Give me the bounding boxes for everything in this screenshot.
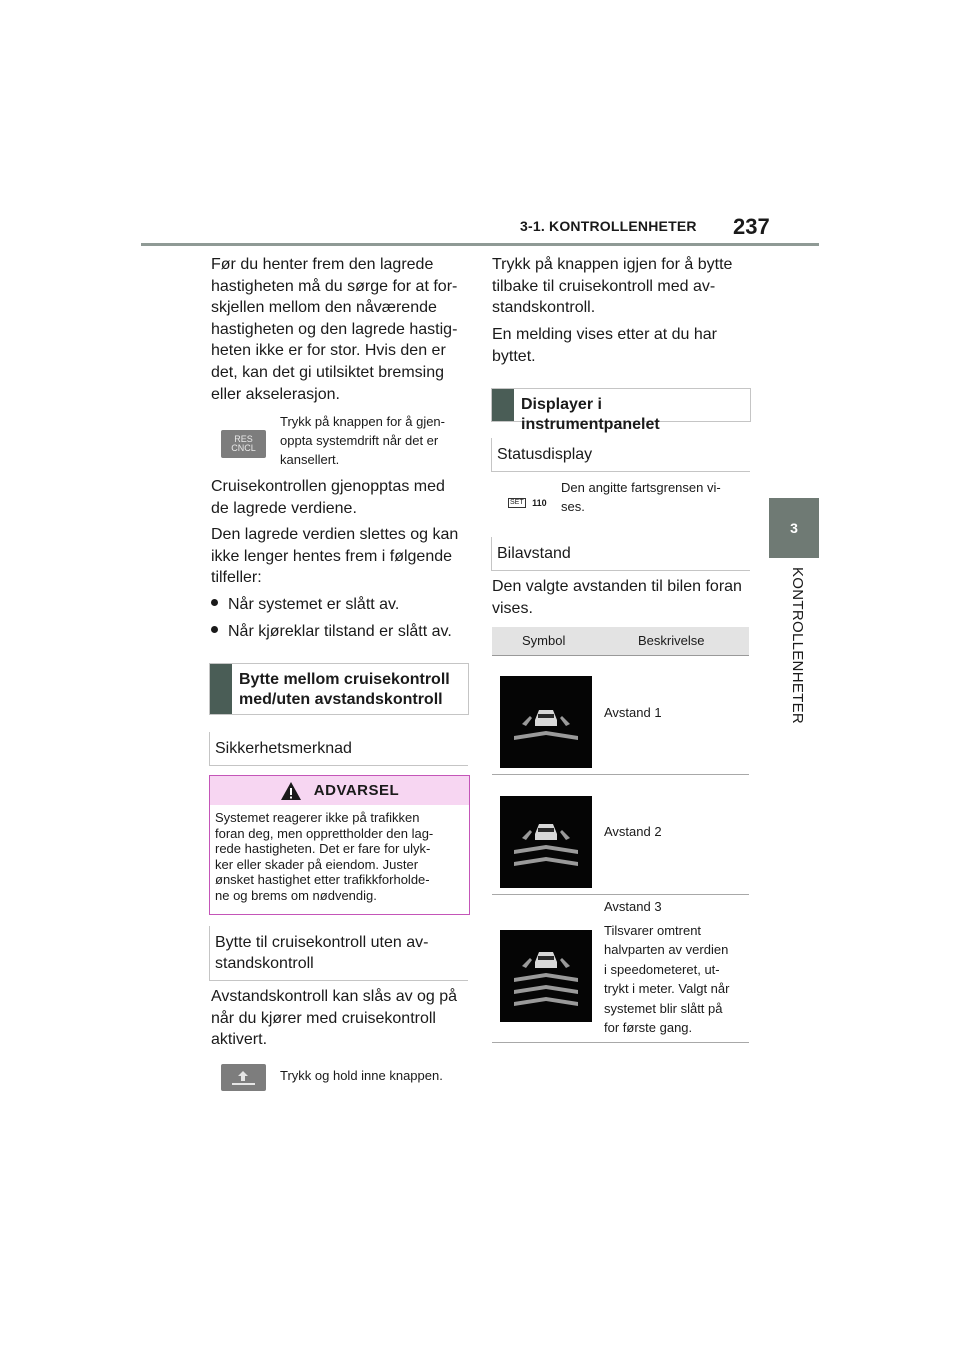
heading-bar [210, 664, 232, 714]
column-header-symbol: Symbol [522, 633, 566, 648]
section-heading-displays: Displayer i instrumentpanelet [491, 388, 751, 422]
deleted-paragraph: Den lagrede verdien slettes og kan ikke lenger hentes frem i følgende tilfeller: [211, 526, 459, 587]
chapter-tab[interactable] [769, 498, 819, 558]
status-subheading: Statusdisplay [491, 438, 750, 472]
res-description: Trykk på knappen for å gjen- oppta systemdrift når det er kansellert. [280, 414, 445, 467]
distance-2-label: Avstand 2 [604, 824, 662, 839]
list-item: Når kjøreklar tilstand er slått av. [211, 621, 452, 642]
table-header [492, 627, 749, 656]
warning-title: ADVARSEL [313, 782, 400, 799]
chapter-number: 3 [790, 520, 798, 536]
column-header-description: Beskrivelse [638, 633, 705, 648]
warning-triangle-icon [280, 781, 302, 801]
back-paragraph: Trykk på knappen igjen for å bytte tilbake til cruisekontroll med av- standskontroll. [492, 256, 733, 317]
distance-3-image [500, 930, 592, 1022]
table-row-divider [492, 894, 749, 895]
resume-paragraph: Cruisekontrollen gjenopptas med de lagrede verdiene. [211, 478, 445, 517]
distance-subheading: Bilavstand [491, 537, 750, 571]
page-number: 237 [733, 214, 770, 239]
set-speed-icon: SET 110 [510, 497, 547, 508]
warning-box [209, 775, 470, 915]
distance-button-icon [221, 1064, 266, 1091]
header-rule [141, 243, 819, 246]
intro-paragraph: Før du henter frem den lagrede hastigheten må du sørge for at for- skjellen mellom den nåværende hastigheten og den lagrede hastig- heten ikke er for stor. Hvis den er det, kan det gi utilsiktet bremsing eller akselerasjon. [211, 256, 458, 403]
hold-description: Trykk og hold inne knappen. [280, 1068, 443, 1083]
table-bottom-rule [492, 1042, 749, 1043]
warning-header [210, 776, 469, 805]
heading-bar [492, 389, 514, 421]
section-title: 3-1. KONTROLLENHETER [520, 218, 697, 234]
distance-3-description: Tilsvarer omtrent halvparten av verdien i speedometeret, ut- trykt i meter. Valgt når systemet blir slått på for første gang. [604, 923, 730, 1036]
warning-text: Systemet reagerer ikke på trafikken foran deg, men opprettholder den lag- rede hastigheten. Det er fare for ulyk- ker eller skader på eiendom. Juster ønsket hastighet etter trafikkforholde- ne og brems om nødvendig. [215, 810, 434, 903]
distance-paragraph: Den valgte avstanden til bilen foran vises. [492, 578, 742, 617]
bullet-icon [211, 599, 218, 606]
distance-icon [221, 1064, 266, 1091]
distance-1-label: Avstand 1 [604, 705, 662, 720]
distance-2-image [500, 796, 592, 888]
status-description: Den angitte fartsgrensen vi- ses. [561, 480, 721, 514]
table-row-divider [492, 774, 749, 775]
bullet-icon [211, 626, 218, 633]
section-heading-switch-mode: Bytte mellom cruisekontroll med/uten avstandskontroll [209, 663, 469, 715]
distance-3-label: Avstand 3 [604, 899, 662, 914]
switch-paragraph: Avstandskontroll kan slås av og på når du kjører med cruisekontroll aktivert. [211, 988, 458, 1049]
switch-subheading: Bytte til cruisekontroll uten av- standskontroll [209, 926, 468, 981]
distance-1-image [500, 676, 592, 768]
list-item: Når systemet er slått av. [211, 594, 399, 615]
safety-subheading: Sikkerhetsmerknad [209, 732, 468, 766]
message-paragraph: En melding vises etter at du har byttet. [492, 326, 718, 365]
chapter-label: KONTROLLENHETER [789, 567, 806, 725]
res-cncl-button-icon: RES CNCL [221, 430, 266, 458]
